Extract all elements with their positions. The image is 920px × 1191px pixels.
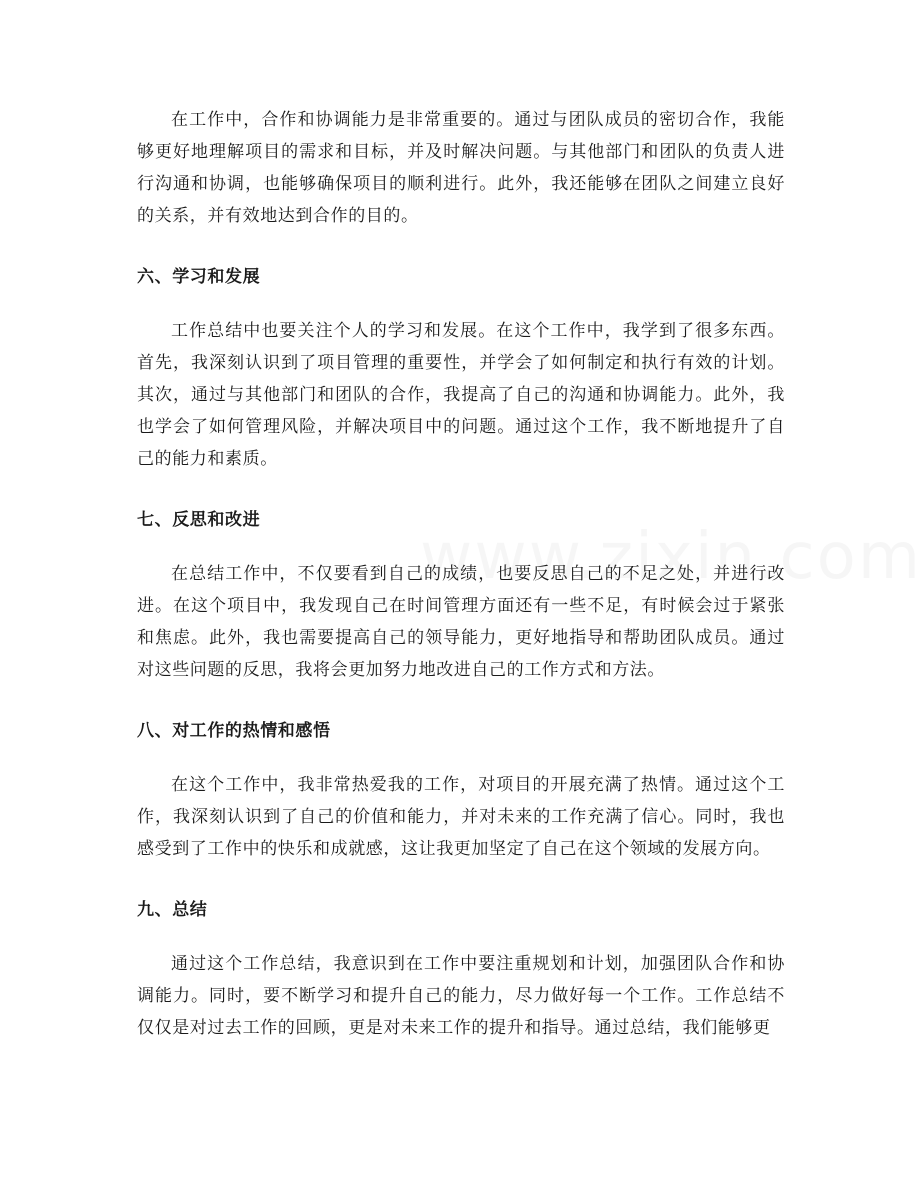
paragraph-summary: 通过这个工作总结，我意识到在工作中要注重规划和计划，加强团队合作和协调能力。同时，要不断学习和提升自己的能力，尽力做好每一个工作。工作总结不仅仅是对过去工作的回顾，更是对未来工作的提升和指导。通过总结，我们能够更 [137,954,785,1038]
heading-summary: 九、总结 [137,900,208,920]
document-body [137,104,785,1044]
paragraph-learning-development: 工作总结中也要关注个人的学习和发展。在这个工作中，我学到了很多东西。首先，我深刻认识到了项目管理的重要性，并学会了如何制定和执行有效的计划。其次，通过与其他部门和团队的合作，我提高了自己的沟通和协调能力。此外，我也学会了如何管理风险，并解决项目中的问题。通过这个工作，我不断地提升了自己的能力和素质。 [137,321,785,469]
heading-reflection-improvement: 七、反思和改进 [137,510,261,530]
paragraph-cooperation: 在工作中，合作和协调能力是非常重要的。通过与团队成员的密切合作，我能够更好地理解项目的需求和目标，并及时解决问题。与其他部门和团队的负责人进行沟通和协调，也能够确保项目的顺利进行。此外，我还能够在团队之间建立良好的关系，并有效地达到合作的目的。 [137,110,785,226]
paragraph-reflection-improvement: 在总结工作中，不仅要看到自己的成绩，也要反思自己的不足之处，并进行改进。在这个项目中，我发现自己在时间管理方面还有一些不足，有时候会过于紧张和焦虑。此外，我也需要提高自己的领导能力，更好地指导和帮助团队成员。通过对这些问题的反思，我将会更加努力地改进自己的工作方式和方法。 [137,564,785,680]
heading-passion-insight: 八、对工作的热情和感悟 [137,721,331,741]
paragraph-passion-insight: 在这个工作中，我非常热爱我的工作，对项目的开展充满了热情。通过这个工作，我深刻认识到了自己的价值和能力，并对未来的工作充满了信心。同时，我也感受到了工作中的快乐和成就感，这让我更加坚定了自己在这个领域的发展方向。 [137,775,785,859]
heading-learning-development: 六、学习和发展 [137,267,261,287]
